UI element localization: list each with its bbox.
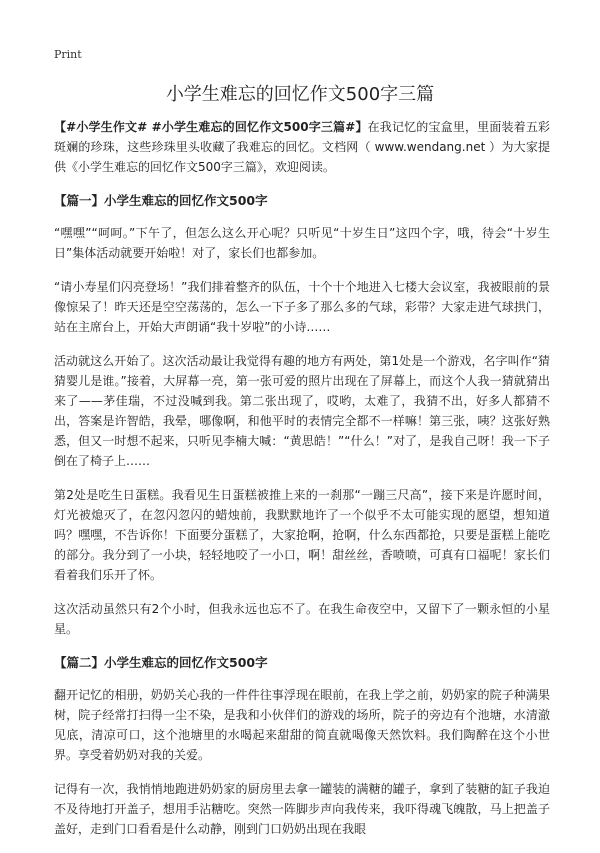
section-2-paragraph-1: 翻开记忆的相册，奶奶关心我的一件件往事浮现在眼前，在我上学之前，奶奶家的院子种满果树，院子经常打扫得一尘不染，是我和小伙伴们的游戏的场所，院子的旁边有个池塘，水清澈见底，清凉可口，这个池塘里的水喝起来甜甜的简直就喝像天然饮料。我们陶醉在这个小世界。享受着奶奶对我的关爱。 (54, 688, 550, 762)
intro-tag: 【#小学生作文# #小学生难忘的回忆作文500字三篇#】 (54, 120, 368, 134)
print-link[interactable]: Print (54, 48, 82, 61)
section-1-paragraph-5: 这次活动虽然只有2个小时，但我永远也忘不了。在我生命夜空中，又留下了一颗永恒的小星星。 (54, 602, 550, 636)
section-1-paragraph-1: “嘿嘿”“呵呵。”下午了，但怎么这么开心呢？只听见“十岁生日”这四个字，哦，待会“十岁生日”集体活动就要开始啦！对了，家长们也都参加。 (54, 226, 550, 260)
section-1-paragraph-2: “请小寿星们闪亮登场！”我们排着整齐的队伍，十个十个地进入七楼大会议室，我被眼前的景像惊呆了！昨天还是空空荡荡的，怎么一下子多了那么多的气球，彩带？大家走进气球拱门，站在主席台上，开始大声朗诵“我十岁啦”的小诗…… (54, 280, 550, 334)
page-title: 小学生难忘的回忆作文500字三篇 (165, 84, 435, 105)
intro-text: 在我记忆的宝盒里，里面装着五彩斑斓的珍珠，这些珍珠里头收藏了我难忘的回忆。文档网（ www.wendang.net ）为大家提供《小学生难忘的回忆作文500字三篇》，欢迎阅读。 (54, 120, 550, 174)
section-1-heading: 【篇一】小学生难忘的回忆作文500字 (54, 193, 268, 208)
section-1-paragraph-3: 活动就这么开始了。这次活动最让我觉得有趣的地方有两处，第1处是一个游戏，名字叫作“猜猜婴儿是谁。”接着，大屏幕一亮，第一张可爱的照片出现在了屏幕上，而这个人我一猜就猜出来了——茅佳瑞，不过没喊到我。第二张出现了，哎哟，太难了，我猜不出，好多人都猜不出，答案是许智皓，我晕，哪像啊，和他平时的表情完全都不一样嘛！第三张，咦？这张好熟悉，但又一时想不起来，只听见李楠大喊：“黄思皓！”“什么！”对了，是我自己呀！我一下子倒在了椅子上…… (54, 354, 550, 468)
article-body (54, 117, 550, 853)
section-2-paragraph-2: 记得有一次，我悄悄地跑进奶奶家的厨房里去拿一罐装的满糖的罐子，拿到了装糖的缸子我迫不及待地打开盖子，想用手沾糖吃。突然一阵脚步声向我传来，我吓得魂飞魄散，马上把盖子盖好，走到门口看看是什么动静，刚到门口奶奶出现在我眼 (54, 782, 550, 836)
section-2-heading: 【篇二】小学生难忘的回忆作文500字 (54, 655, 268, 670)
section-1-paragraph-4: 第2处是吃生日蛋糕。我看见生日蛋糕被推上来的一刹那“一蹦三尺高”，接下来是许愿时间，灯光被熄灭了，在忽闪忽闪的蜡烛前，我默默地许了一个似乎不太可能实现的愿望，想知道吗？嘿嘿，不告诉你！下面要分蛋糕了，大家抢啊，抢啊，什么东西都抢，只要是蛋糕上能吃的部分。我分到了一小块，轻轻地咬了一小口，啊！甜丝丝，香喷喷，可真有口福呢！家长们看着我们乐开了怀。 (54, 488, 550, 582)
intro-paragraph (54, 117, 550, 177)
